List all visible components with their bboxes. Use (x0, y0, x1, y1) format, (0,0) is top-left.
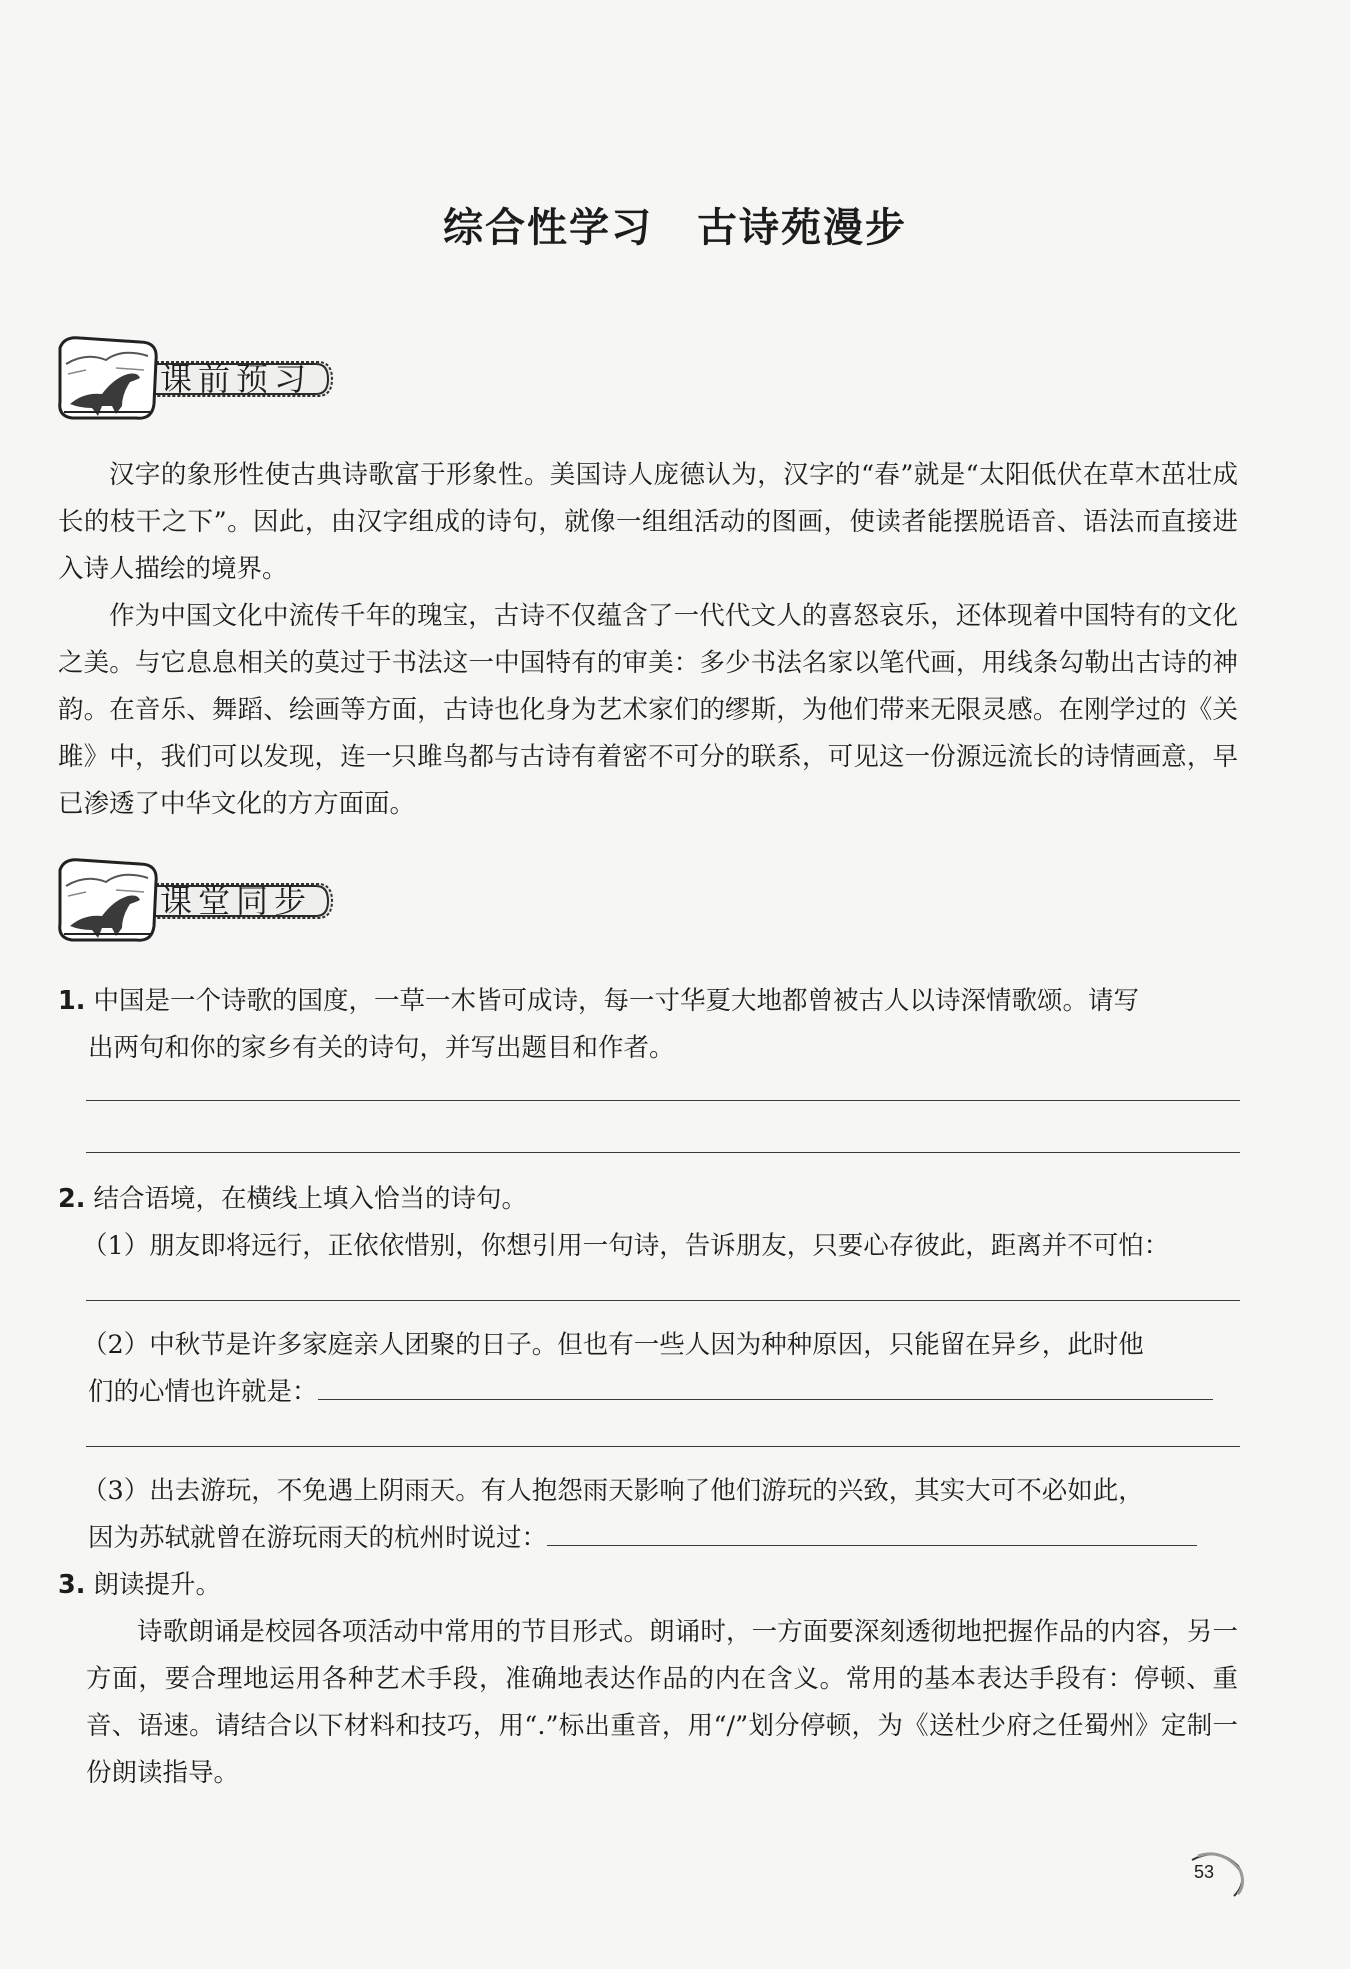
question-3-number: 3. (58, 1570, 86, 1600)
question-1-number: 1. (58, 986, 86, 1016)
question-2-sub-1: （1）朋友即将远行，正依依惜别，你想引用一句诗，告诉朋友，只要心存彼此，距离并不可怕： (82, 1231, 1170, 1261)
page-number: 53 (1194, 1862, 1215, 1882)
section-header-preview (56, 334, 346, 424)
page-title (0, 196, 1350, 253)
question-2-sub-2-line-1: （2）中秋节是许多家庭亲人团聚的日子。但也有一些人因为种种原因，只能留在异乡，此时他 (82, 1330, 1144, 1360)
page-number-badge (1188, 1848, 1248, 1898)
section-label-preview: 课前预习 (160, 360, 313, 398)
section-header-class (56, 856, 346, 946)
question-2-sub-3-line-1: （3）出去游玩，不免遇上阴雨天。有人抱怨雨天影响了他们游玩的兴致，其实大可不必如此， (82, 1476, 1144, 1506)
question-2-text: 结合语境，在横线上填入恰当的诗句。 (93, 1184, 528, 1214)
answer-line-q2-1[interactable] (86, 1300, 1240, 1301)
question-3-paragraph: 诗歌朗诵是校园各项活动中常用的节目形式。朗诵时，一方面要深刻透彻地把握作品的内容，另一方面，要合理地运用各种艺术手段，准确地表达作品的内在含义。常用的基本表达手段有：停顿、重音、语速。请结合以下材料和技巧，用“.”标出重音，用“/”划分停顿，为《送杜少府之任蜀州》定制一份朗读指导。 (86, 1617, 1238, 1788)
question-1 (58, 978, 1242, 1072)
question-1-line-1: 中国是一个诗歌的国度，一草一木皆可成诗，每一寸华夏大地都曾被古人以诗深情歌颂。请写 (93, 986, 1140, 1016)
title-part-1: 综合性学习 (443, 205, 653, 251)
answer-blank-q2-3[interactable] (547, 1544, 1197, 1546)
question-2-sub-3 (82, 1468, 1242, 1562)
question-1-line-2: 出两句和你的家乡有关的诗句，并写出题目和作者。 (88, 1033, 675, 1063)
preview-paragraph-2: 作为中国文化中流传千年的瑰宝，古诗不仅蕴含了一代代文人的喜怒哀乐，还体现着中国特有的文化之美。与它息息相关的莫过于书法这一中国特有的审美：多少书法名家以笔代画，用线条勾勒出古诗的神韵。在音乐、舞蹈、绘画等方面，古诗也化身为艺术家们的缪斯，为他们带来无限灵感。在刚学过的《关雎》中，我们可以发现，连一只雎鸟都与古诗有着密不可分的联系，可见这一份源远流长的诗情画意，早已渗透了中华文化的方方面面。 (58, 601, 1238, 819)
question-3-text: 朗读提升。 (93, 1570, 222, 1600)
question-2-sub-2 (82, 1322, 1242, 1416)
answer-line-q1-b[interactable] (86, 1152, 1240, 1153)
section-label-class: 课堂同步 (160, 882, 313, 920)
preview-paragraph-1: 汉字的象形性使古典诗歌富于形象性。美国诗人庞德认为，汉字的“春”就是“太阳低伏在草木茁壮成长的枝干之下”。因此，由汉字组成的诗句，就像一组组活动的图画，使读者能摆脱语音、语法而直接进入诗人描绘的境界。 (58, 460, 1238, 584)
question-2-number: 2. (58, 1184, 86, 1214)
answer-line-q2-2-b[interactable] (86, 1446, 1240, 1447)
question-2-sub-2-line-2: 们的心情也许就是： (88, 1377, 318, 1407)
answer-blank-q2-2[interactable] (318, 1398, 1213, 1400)
question-2-sub-3-line-2: 因为苏轼就曾在游玩雨天的杭州时说过： (88, 1523, 548, 1553)
question-2 (58, 1176, 1242, 1223)
question-3 (58, 1562, 1242, 1609)
title-part-2: 古诗苑漫步 (697, 205, 907, 251)
answer-line-q1-a[interactable] (86, 1100, 1240, 1101)
